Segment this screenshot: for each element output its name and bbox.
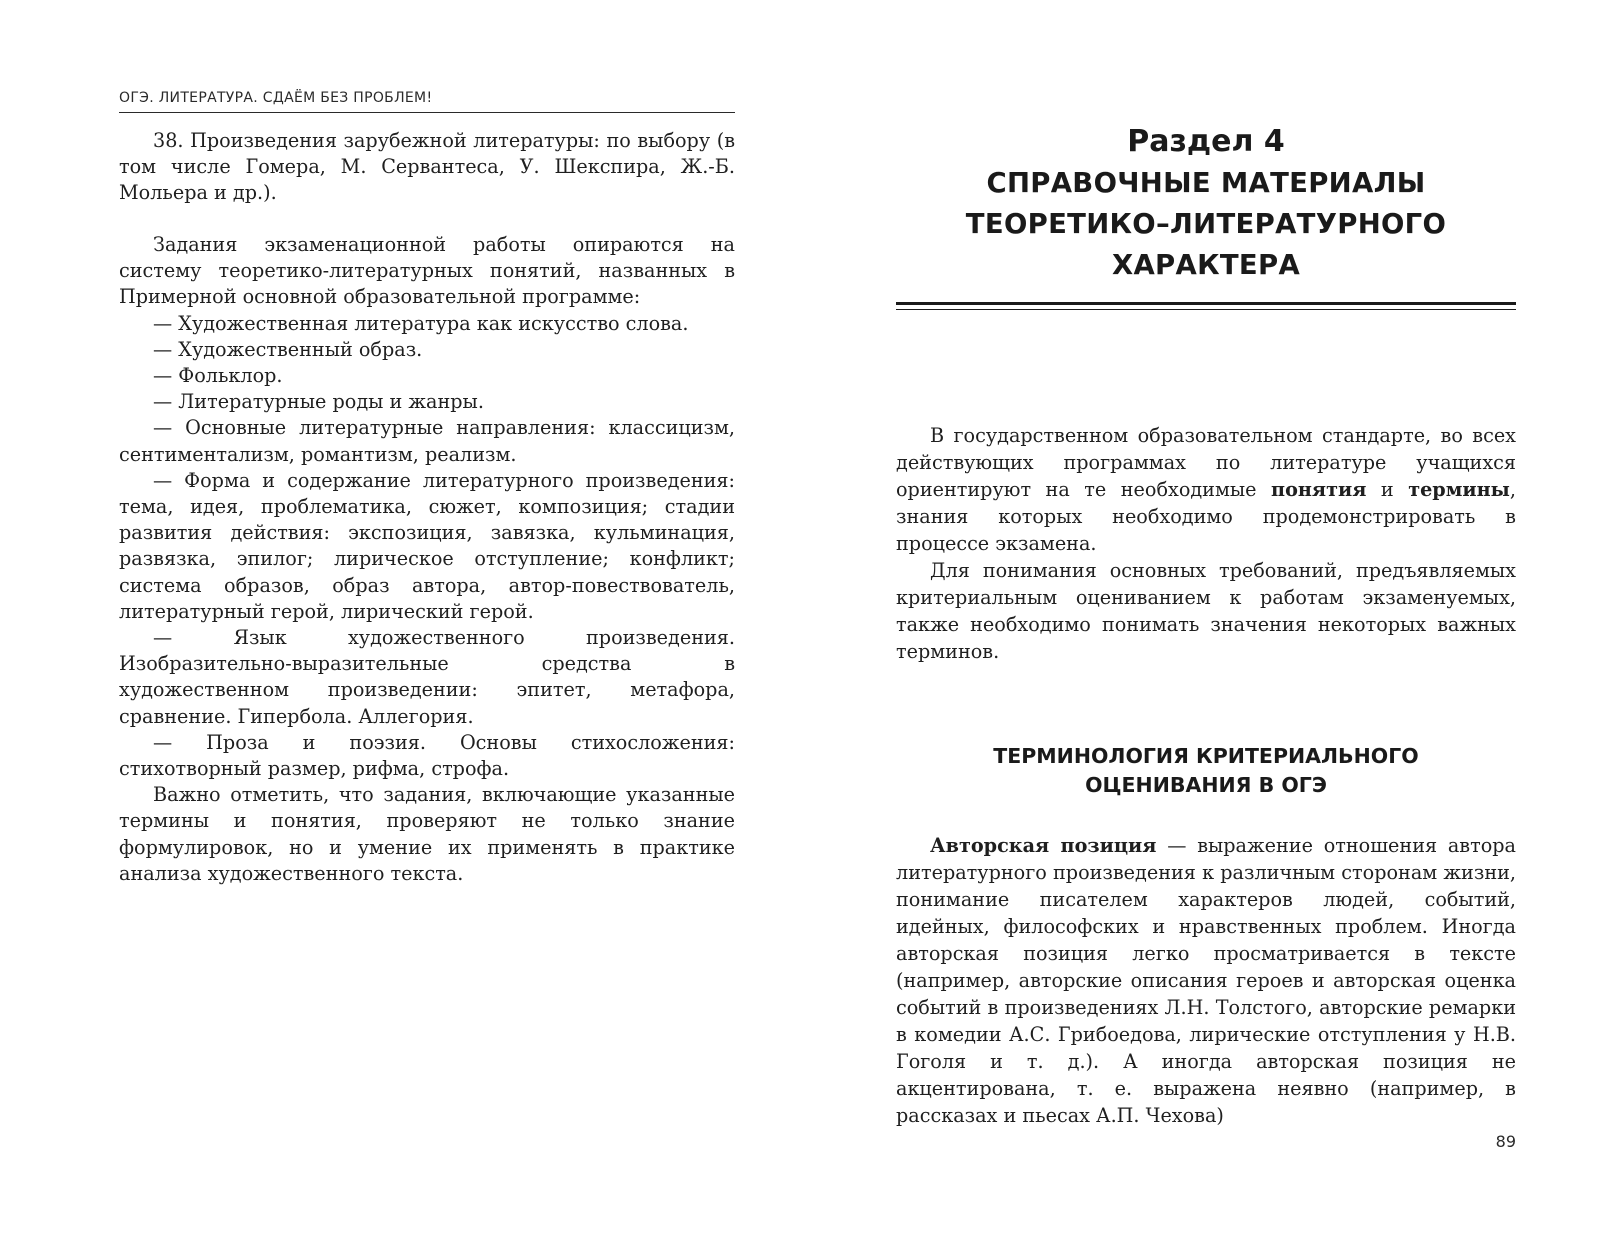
bold-term: термины: [1408, 478, 1510, 501]
section-heading: [896, 122, 1516, 286]
standard-paragraph: [896, 422, 1516, 557]
definition-text: — выражение отношения автора литературного произведения к различным сторонам жизни, понимание писателем характеров людей, событий, идейных, философских и нравственных проблем. Иногда авторская позиция легко просматривается в тексте (например, авторские описания героев и авторская оценка событий в произведениях Л.Н. Толстого, авторские ремарки в комедии А.С. Грибоедова, лирические отступления у Н.В. Гоголя и т. д.). А иногда авторская позиция не акцентирована, т. е. выражена неявно (например, в рассказах и пьесах А.П. Чехова): [896, 834, 1516, 1127]
page-number: 89: [1495, 1132, 1516, 1151]
right-page: [810, 0, 1620, 1258]
section-number: Раздел 4: [1127, 124, 1285, 159]
paragraph-text: В государственном образовательном стандарте, во всех действующих программах по литературе учащихся ориентируют на те необходимые: [896, 424, 1516, 501]
concepts-section: [119, 232, 735, 887]
concept-item: — Основные литературные направления: классицизм, сентиментализм, романтизм, реализм.: [119, 416, 735, 466]
requirements-paragraph: Для понимания основных требований, предъявляемых критериальным оцениванием к работам экзаменуемых, также необходимо понимать значения некоторых важных терминов.: [896, 559, 1516, 663]
concept-item: — Проза и поэзия. Основы стихосложения: стихотворный размер, рифма, строфа.: [119, 730, 735, 781]
paragraph-text: , знания которых необходимо продемонстрировать в процессе экзамена.: [896, 478, 1516, 555]
section-title-line: ТЕОРЕТИКО–ЛИТЕРАТУРНОГО: [965, 208, 1447, 240]
list-item-38-text: 38. Произведения зарубежной литературы: по выбору (в том числе Гомера, М. Сервантеса, У. Шекспира, Ж.-Б. Мольера и др.).: [119, 129, 735, 205]
concept-item: — Литературные роды и жанры.: [153, 390, 484, 414]
definition-paragraph: [896, 832, 1516, 1129]
conclusion-paragraph: Важно отметить, что задания, включающие указанные термины и понятия, проверяют не только знание формулировок, но и умение их применять в практике анализа художественного текста.: [119, 783, 735, 885]
definition-section: [896, 832, 1516, 1129]
bold-term: понятия: [1271, 478, 1367, 501]
terms-heading: [896, 742, 1516, 800]
standard-section: [896, 422, 1516, 665]
paragraph-text: и: [1366, 478, 1409, 501]
concept-item: — Художественный образ.: [153, 337, 423, 361]
section-title-line: ХАРАКТЕРА: [1111, 249, 1301, 281]
intro-paragraph: Задания экзаменационной работы опираются на систему теоретико-литературных понятий, названных в Примерной основной образовательной программе:: [119, 233, 735, 309]
concept-item: — Форма и содержание литературного произведения: тема, идея, проблематика, сюжет, композиция; стадии развития действия: экспозиция, завязка, кульминация, развязка, эпилог; лирическое отступление; конфликт; система образов, образ автора, автор-повествователь, литературный герой, лирический герой.: [119, 468, 735, 623]
section-title: [896, 163, 1516, 286]
definition-term: Авторская позиция: [930, 834, 1157, 857]
concept-item: — Художественная литература как искусство слова.: [153, 311, 689, 335]
heading-double-rule: [896, 302, 1516, 310]
running-header: ОГЭ. ЛИТЕРАТУРА. СДАЁМ БЕЗ ПРОБЛЕМ!: [119, 90, 735, 113]
terms-heading-line: ТЕРМИНОЛОГИЯ КРИТЕРИАЛЬНОГО: [993, 744, 1419, 768]
concept-item: — Фольклор.: [153, 364, 283, 388]
section-title-line: СПРАВОЧНЫЕ МАТЕРИАЛЫ: [986, 167, 1426, 199]
terms-heading-line: ОЦЕНИВАНИЯ В ОГЭ: [1085, 773, 1327, 797]
list-item-38: [119, 128, 735, 207]
concept-item: — Язык художественного произведения. Изобразительно-выразительные средства в художественном произведении: эпитет, метафора, сравнение. Гипербола. Аллегория.: [119, 626, 735, 728]
